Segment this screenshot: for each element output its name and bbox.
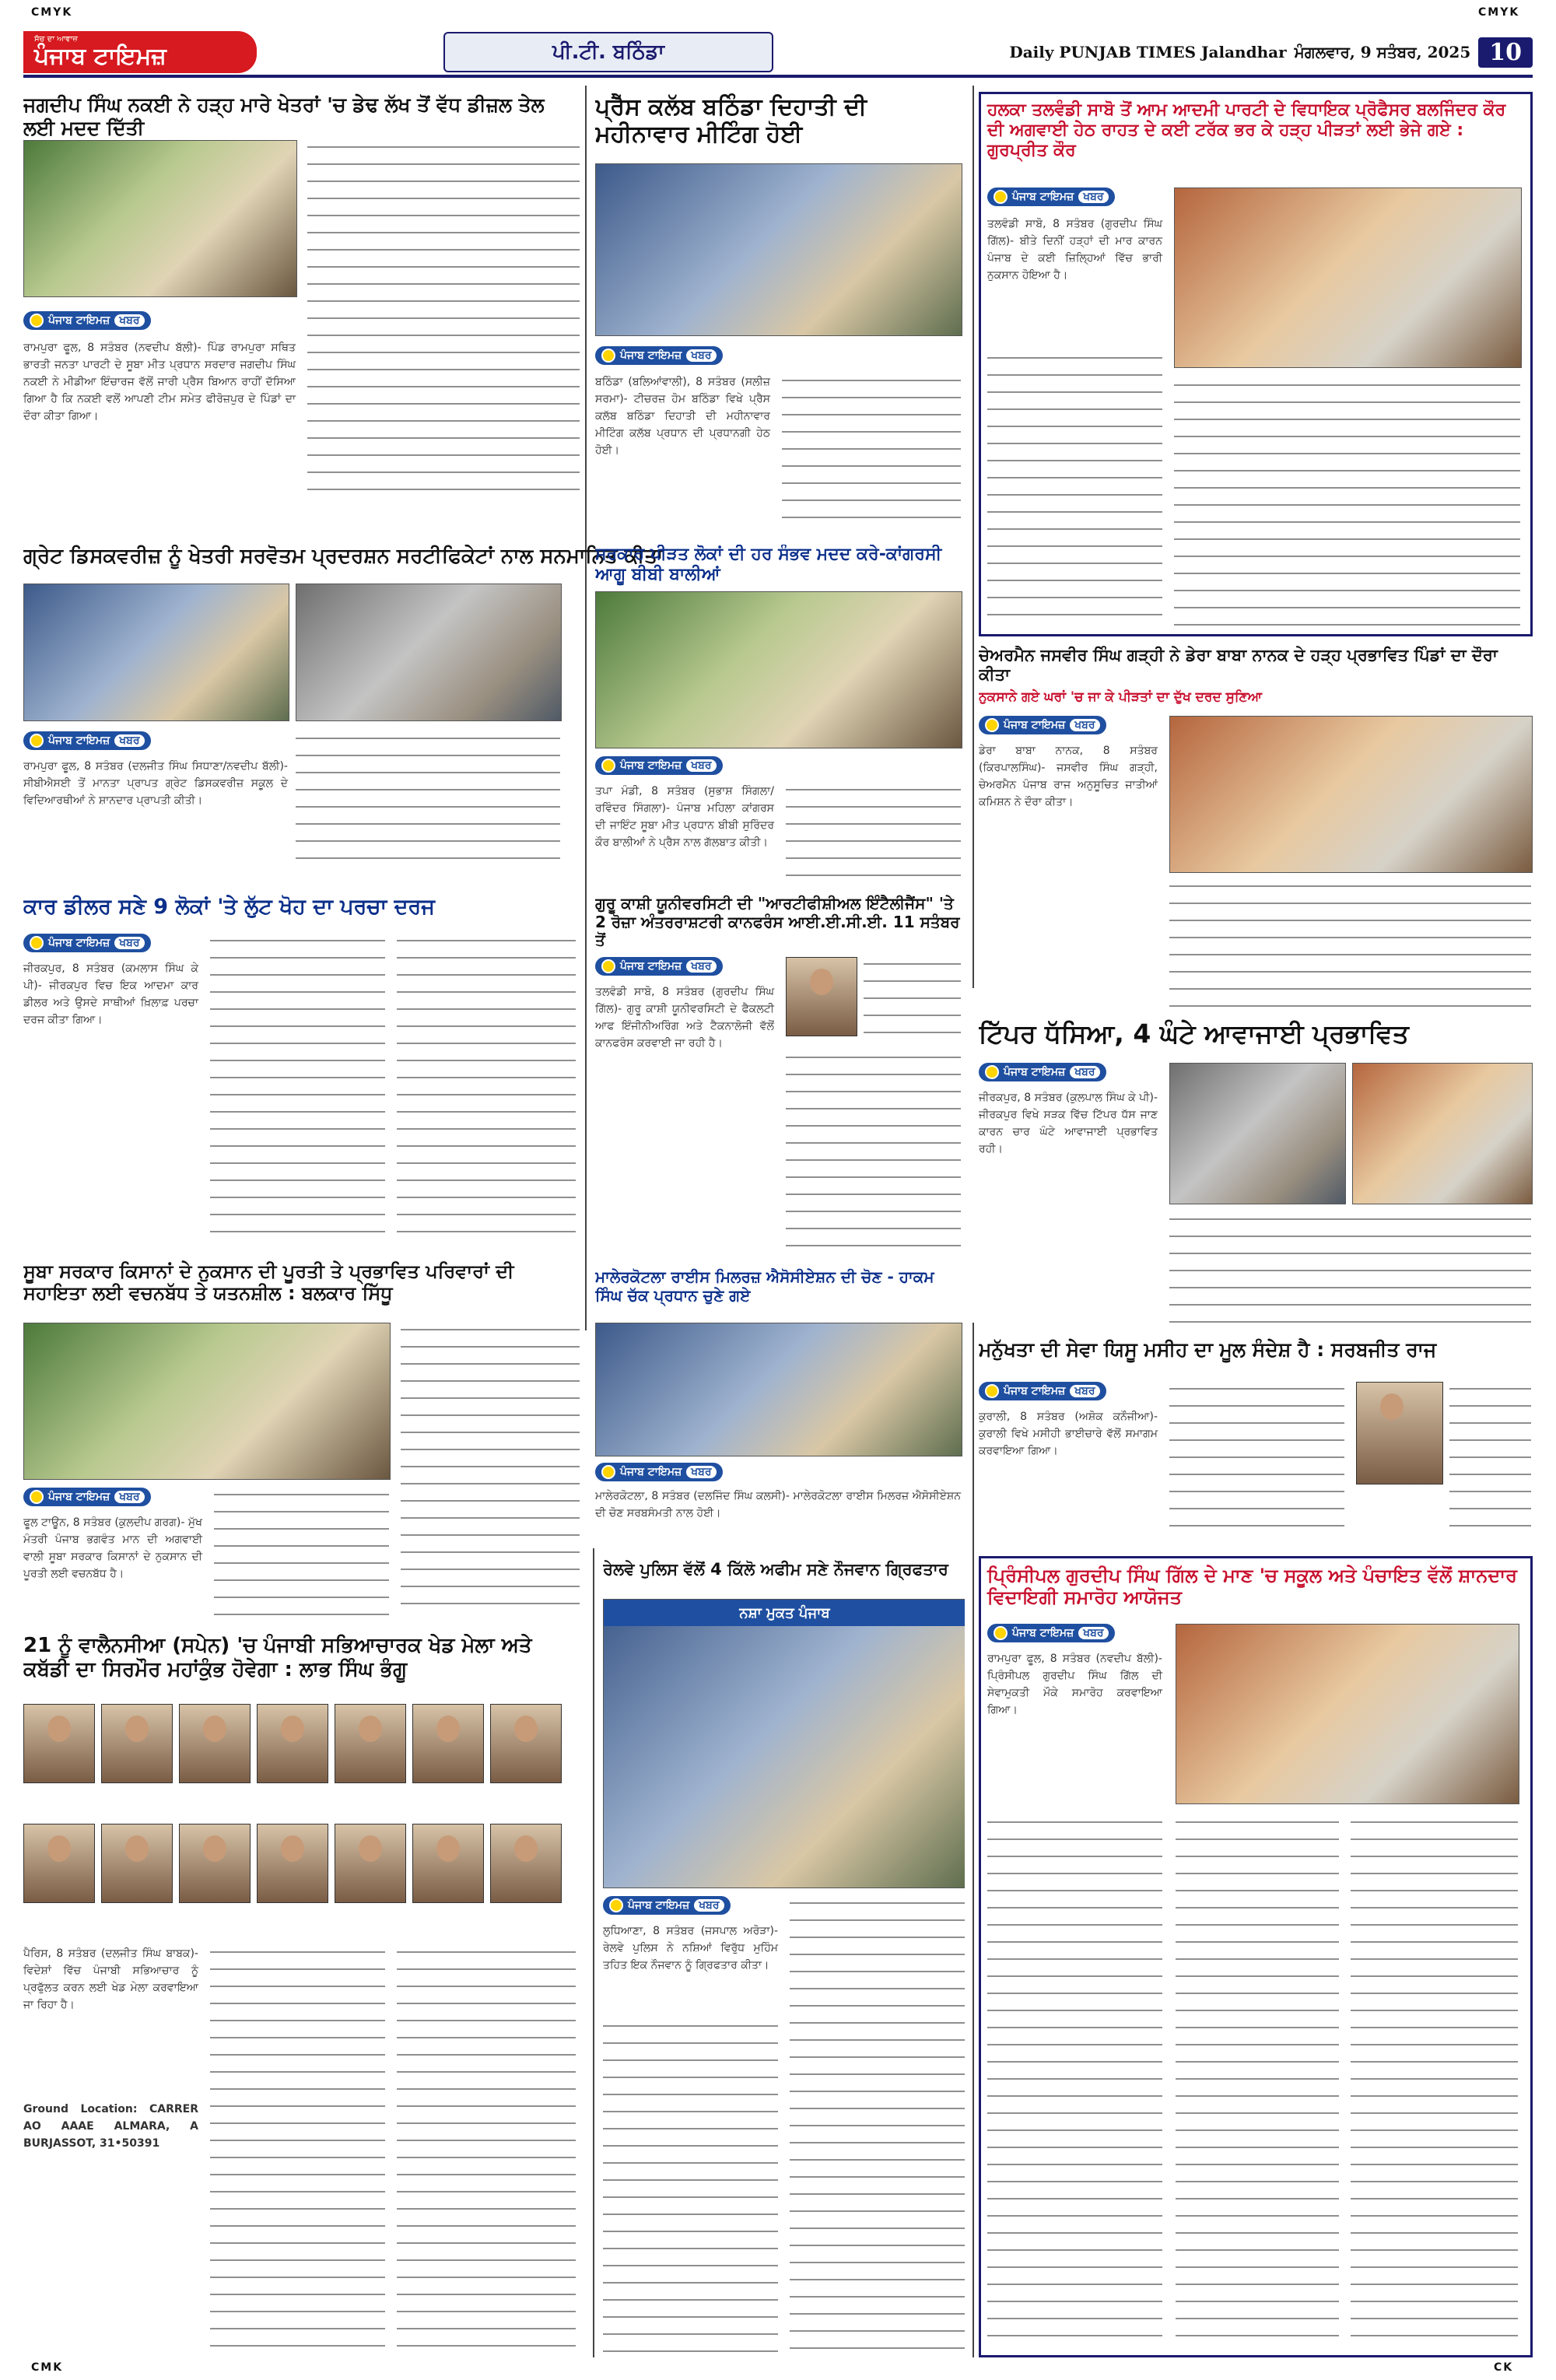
story-body: ਲੁਧਿਆਣਾ, 8 ਸਤੰਬਰ (ਜਸਪਾਲ ਅਰੋੜਾ)- ਰੇਲਵੇ ਪੁਲਿਸ ਨੇ ਨਸ਼ਿਆਂ ਵਿਰੁੱਧ ਮੁਹਿੰਮ ਤਹਿਤ ਇਕ ਨੌਜਵਾਨ ਨੂੰ ਗ੍ਰਿਫਤਾਰ ਕੀਤਾ।: [603, 1925, 778, 1972]
portrait-photo: [412, 1824, 484, 1903]
story-body: ਰਾਮਪੁਰਾ ਫੂਲ, 8 ਸਤੰਬਰ (ਨਵਦੀਪ ਬੱਲੀ)- ਪ੍ਰਿੰਸੀਪਲ ਗੁਰਦੀਪ ਸਿੰਘ ਗਿੱਲ ਦੀ ਸੇਵਾਮੁਕਤੀ ਮੌਕੇ ਸਮਾਰੋਹ ਕਰਵਾਇਆ ਗਿਆ।: [987, 1653, 1162, 1716]
byline-brand: ਪੰਜਾਬ ਟਾਇਮਜ਼: [48, 1491, 110, 1503]
portrait-photo: [23, 1704, 95, 1783]
byline-tag: ਖਬਰ: [1078, 1627, 1108, 1639]
byline: [23, 1488, 151, 1506]
byline-tag: ਖਬਰ: [686, 349, 716, 362]
story-body-continued: [790, 1896, 965, 2354]
story-body-continued: [1174, 378, 1520, 627]
story-body: ਰਾਮਪੁਰਾ ਫੂਲ, 8 ਸਤੰਬਰ (ਦਲਜੀਤ ਸਿੰਘ ਸਿਧਾਣਾ/ਨਵਦੀਪ ਬੱਲੀ)- ਸੀਬੀਐਸਈ ਤੋਂ ਮਾਨਤਾ ਪ੍ਰਾਪਤ ਗ੍ਰੇਟ ਡਿਸਕਵਰੀਜ਼ ਸਕੂਲ ਦੇ ਵਿਦਿਆਰਥੀਆਂ ਨੇ ਸ਼ਾਨਦਾਰ ਪ੍ਰਾਪਤੀ ਕੀਤੀ।: [23, 760, 288, 807]
byline-tag: ਖਬਰ: [1070, 719, 1099, 731]
subheadline: ਨੁਕਸਾਨੇ ਗਏ ਘਰਾਂ 'ਚ ਜਾ ਕੇ ਪੀੜਤਾਂ ਦਾ ਦੁੱਖ ਦਰਦ ਸੁਣਿਆ: [979, 689, 1262, 705]
byline: [595, 346, 723, 365]
brand-logo-icon: [985, 718, 999, 732]
byline: [595, 957, 723, 976]
portrait-grid: [23, 1704, 577, 1937]
header-info: [1009, 37, 1533, 68]
portrait-photo: [412, 1704, 484, 1783]
brand-logo-icon: [30, 936, 44, 950]
byline-tag: ਖਬਰ: [694, 1899, 724, 1912]
column-rule: [972, 86, 974, 988]
byline: [979, 716, 1106, 734]
brand-logo-icon: [601, 959, 615, 973]
registration-mark-bottom-right: CK: [1494, 2361, 1514, 2374]
story-body-continued: [397, 934, 576, 1237]
byline-tag: ਖਬਰ: [686, 1466, 716, 1478]
paper-name: Daily PUNJAB TIMES Jalandhar: [1009, 43, 1287, 61]
byline: [23, 731, 151, 750]
registration-mark-top-left: CMYK: [31, 6, 73, 19]
byline-tag: ਖਬਰ: [114, 314, 144, 327]
story-body-continued: [987, 1815, 1162, 2344]
photo: [23, 1323, 391, 1480]
story-chairman-visit: [979, 646, 1533, 1011]
photo: [1176, 1624, 1519, 1804]
byline-brand: ਪੰਜਾਬ ਟਾਇਮਜ਼: [1012, 1627, 1074, 1639]
story-body: ਰਾਮਪੁਰਾ ਫੂਲ, 8 ਸਤੰਬਰ (ਨਵਦੀਪ ਬੱਲੀ)- ਪਿੰਡ ਰਾਮਪੁਰਾ ਸਥਿਤ ਭਾਰਤੀ ਜਨਤਾ ਪਾਰਟੀ ਦੇ ਸੂਬਾ ਮੀਤ ਪ੍ਰਧਾਨ ਸਰਦਾਰ ਜਗਦੀਪ ਸਿੰਘ ਨਕਈ ਨੇ ਮੀਡੀਆ ਇੰਚਾਰਜ ਵੱਲੋਂ ਜਾਰੀ ਪ੍ਰੈਸ ਬਿਆਨ ਰਾਹੀਂ ਦੱਸਿਆ ਗਿਆ ਹੈ ਕਿ ਨਕਈ ਵਲੋਂ ਆਪਣੀ ਟੀਮ ਸਮੇਤ ਫੀਰੋਜ਼ਪੁਰ ਦੇ ਪਿੰਡਾਂ ਦਾ ਦੌਰਾ ਕੀਤਾ ਗਿਆ।: [23, 342, 296, 422]
portrait-photo: [257, 1824, 328, 1903]
byline: [979, 1063, 1106, 1081]
portrait-photo: [786, 957, 857, 1036]
byline: [595, 1463, 723, 1481]
headline: ਮਨੁੱਖਤਾ ਦੀ ਸੇਵਾ ਯਿਸੂ ਮਸੀਹ ਦਾ ਮੂਲ ਸੰਦੇਸ਼ ਹੈ : ਸਰਬਜੀਤ ਰਾਜ: [979, 1338, 1437, 1361]
brand-logo-icon: [994, 1626, 1008, 1640]
story-body: ਮਾਲੇਰਕੋਟਲਾ, 8 ਸਤੰਬਰ (ਦਲਜਿੰਦ ਸਿੰਘ ਕਲਸੀ)- ਮਾਲੇਰਕੋਟਲਾ ਰਾਈਸ ਮਿਲਰਜ਼ ਐਸੋਸੀਏਸ਼ਨ ਦੀ ਚੋਣ ਸਰਬਸੰਮਤੀ ਨਾਲ ਹੋਈ।: [595, 1490, 961, 1519]
story-body-continued: [214, 1488, 389, 1620]
portrait-photo: [257, 1704, 328, 1783]
story-body-continued: [864, 957, 961, 1043]
byline-brand: ਪੰਜਾਬ ਟਾਇਮਜ਼: [620, 960, 682, 973]
headline: ਰੇਲਵੇ ਪੁਲਿਸ ਵੱਲੋਂ 4 ਕਿੱਲੋ ਅਫੀਮ ਸਣੇ ਨੌਜਵਾਨ ਗ੍ਰਿਫਤਾਰ: [603, 1560, 948, 1579]
portrait-photo: [335, 1824, 406, 1903]
story-body-continued: [987, 351, 1162, 627]
brand-logo-icon: [601, 759, 615, 773]
story-body: ਜੀਰਕਪੁਰ, 8 ਸਤੰਬਰ (ਕੁਲਪਾਲ ਸਿੰਘ ਕੇ ਪੀ)- ਜੀਰਕਪੁਰ ਵਿਖੇ ਸੜਕ ਵਿੱਚ ਟਿੱਪਰ ਧੱਸ ਜਾਣ ਕਾਰਨ ਚਾਰ ਘੰਟੇ ਆਵਾਜਾਈ ਪ੍ਰਭਾਵਿਤ ਰਹੀ।: [979, 1092, 1158, 1155]
photo: [23, 584, 289, 721]
story-body-continued: [1169, 1382, 1344, 1541]
brand-logo-icon: [601, 1465, 615, 1479]
portrait-photo: [179, 1824, 251, 1903]
story-ai-conference: [595, 895, 965, 1260]
registration-mark-bottom-left: CMK: [31, 2361, 64, 2374]
story-railway-police: [603, 1560, 965, 2357]
portrait-photo: [1356, 1382, 1443, 1484]
portrait-photo: [101, 1824, 173, 1903]
story-body-continued: [307, 140, 580, 506]
story-body-continued: [1449, 1382, 1531, 1541]
byline-tag: ਖਬਰ: [686, 759, 716, 772]
masthead-tagline: ਸੱਚ ਦਾ ਆਵਾਜ਼: [34, 34, 78, 44]
byline-brand: ਪੰਜਾਬ ਟਾਇਮਜ਼: [1004, 1066, 1066, 1078]
story-body: ਤਪਾ ਮੰਡੀ, 8 ਸਤੰਬਰ (ਸੁਭਾਸ਼ ਸਿੰਗਲਾ/ਰਵਿੰਦਰ ਸਿੰਗਲਾ)- ਪੰਜਾਬ ਮਹਿਲਾ ਕਾਂਗਰਸ ਦੀ ਜਾਇੰਟ ਸੂਬਾ ਮੀਤ ਪ੍ਰਧਾਨ ਬੀਬੀ ਸੁਰਿੰਦਰ ਕੌਰ ਬਾਲੀਆਂ ਨੇ ਪ੍ਰੈਸ ਨਾਲ ਗੱਲਬਾਤ ਕੀਤੀ।: [595, 785, 774, 849]
byline-tag: ਖਬਰ: [686, 960, 716, 973]
byline-tag: ਖਬਰ: [114, 1491, 144, 1503]
byline-tag: ਖਬਰ: [1070, 1385, 1099, 1397]
story-car-dealer: [23, 895, 580, 1245]
photo: [603, 1599, 965, 1888]
photo: [296, 584, 562, 721]
headline: ਸਰਕਾਰ ਪੀੜਤ ਲੋਕਾਂ ਦੀ ਹਰ ਸੰਭਵ ਮਦਦ ਕਰੇ-ਕਾਂਗਰਸੀ ਆਗੂ ਬੀਬੀ ਬਾਲੀਆਂ: [595, 545, 942, 584]
story-body-continued: [1169, 879, 1531, 1008]
headline: ਮਾਲੇਰਕੋਟਲਾ ਰਾਈਸ ਮਿਲਰਜ਼ ਐਸੋਸੀਏਸ਼ਨ ਦੀ ਚੋਣ - ਹਾਕਮ ਸਿੰਘ ਚੱਕ ਪ੍ਰਧਾਨ ਚੁਣੇ ਗਏ: [595, 1268, 934, 1305]
brand-logo-icon: [601, 349, 615, 363]
story-body-continued: [1351, 1815, 1518, 2344]
byline-brand: ਪੰਜਾਬ ਟਾਇਮਜ਼: [620, 759, 682, 772]
brand-logo-icon: [30, 314, 44, 328]
page-number: 10: [1478, 37, 1533, 68]
byline-brand: ਪੰਜਾਬ ਟਾਇਮਜ਼: [48, 734, 110, 747]
story-body-continued: [296, 731, 560, 864]
page-header: [23, 30, 1533, 78]
portrait-photo: [490, 1704, 562, 1783]
story-body-continued: [397, 1945, 576, 2350]
story-body-continued: [210, 1945, 385, 2350]
story-press-club: [595, 93, 965, 529]
story-body-continued: [782, 373, 961, 521]
story-body-continued: [603, 2019, 778, 2354]
story-body: ਡੇਰਾ ਬਾਬਾ ਨਾਨਕ, 8 ਸਤੰਬਰ (ਕਿਰਪਾਲਸਿੰਘ)- ਜਸਵੀਰ ਸਿੰਘ ਗੜ੍ਹੀ, ਚੇਅਰਮੈਨ ਪੰਜਾਬ ਰਾਜ ਅਨੁਸੂਚਿਤ ਜਾਤੀਆਂ ਕਮਿਸ਼ਨ ਨੇ ਦੌਰਾ ਕੀਤਾ।: [979, 745, 1158, 808]
story-body-continued: [1169, 1212, 1531, 1325]
byline-brand: ਪੰਜਾਬ ਟਾਇਮਜ਼: [48, 314, 110, 327]
byline-brand: ਪੰਜਾਬ ਟਾਇਮਜ਼: [620, 1466, 682, 1478]
headline: ਟਿੱਪਰ ਧੱਸਿਆ, 4 ਘੰਟੇ ਆਵਾਜਾਈ ਪ੍ਰਭਾਵਿਤ: [979, 1019, 1409, 1049]
story-diesel-aid: [23, 93, 580, 514]
story-body-continued: [786, 1050, 961, 1257]
story-body: ਤਲਵੰਡੀ ਸਾਬੋ, 8 ਸਤੰਬਰ (ਗੁਰਦੀਪ ਸਿੰਘ ਗਿੱਲ)- ਗੁਰੂ ਕਾਸ਼ੀ ਯੂਨੀਵਰਸਿਟੀ ਦੇ ਫੈਕਲਟੀ ਆਫ ਇੰਜੀਨੀਅਰਿੰਗ ਅਤੇ ਟੈਕਨਾਲੋਜੀ ਵੱਲੋਂ ਕਾਨਫਰੰਸ ਕਰਵਾਈ ਜਾ ਰਹੀ ਹੈ।: [595, 986, 774, 1050]
byline: [23, 934, 151, 952]
column-rule: [972, 1323, 974, 2357]
headline: ਕਾਰ ਡੀਲਰ ਸਣੇ 9 ਲੋਕਾਂ 'ਤੇ ਲੁੱਟ ਖੋਹ ਦਾ ਪਰਚਾ ਦਰਜ: [23, 895, 435, 919]
headline: 21 ਨੂੰ ਵਾਲੈਨਸੀਆ (ਸਪੇਨ) 'ਚ ਪੰਜਾਬੀ ਸਭਿਆਚਾਰਕ ਖੇਡ ਮੇਲਾ ਅਤੇ ਕਬੱਡੀ ਦਾ ਸਿਰਮੌਰ ਮਹਾਂਕੁੰਭ ਹੋਵੇਗਾ : ਲਾਭ ਸਿੰਘ ਭੰਗੂ: [23, 1634, 532, 1681]
byline-brand: ਪੰਜਾਬ ਟਾਇਮਜ਼: [1012, 191, 1074, 203]
headline: ਗ੍ਰੇਟ ਡਿਸਕਵਰੀਜ਼ ਨੂੰ ਖੇਤਰੀ ਸਰਵੋਤਮ ਪ੍ਰਦਰਸ਼ਨ ਸਰਟੀਫਿਕੇਟਾਂ ਨਾਲ ਸਨਮਾਨਿਤ ਕੀਤਾ: [23, 545, 664, 568]
portrait-photo: [335, 1704, 406, 1783]
issue-date: ਮੰਗਲਵਾਰ, 9 ਸਤੰਬਰ, 2025: [1294, 43, 1471, 61]
column-rule: [593, 1548, 594, 2357]
photo: [23, 140, 297, 297]
story-tipper: [979, 1019, 1533, 1330]
byline: [595, 756, 723, 775]
story-body-continued: [210, 934, 385, 1237]
story-body: ਕੁਰਾਲੀ, 8 ਸਤੰਬਰ (ਅਸ਼ੋਕ ਕਨੌਜੀਆ)- ਕੁਰਾਲੀ ਵਿਖੇ ਮਸੀਹੀ ਭਾਈਚਾਰੇ ਵੱਲੋਂ ਸਮਾਗਮ ਕਰਵਾਇਆ ਗਿਆ।: [979, 1411, 1158, 1457]
byline: [603, 1896, 731, 1915]
story-body-continued: [401, 1323, 580, 1620]
photo: [1352, 1063, 1533, 1204]
headline: ਚੇਅਰਮੈਨ ਜਸਵੀਰ ਸਿੰਘ ਗੜ੍ਹੀ ਨੇ ਡੇਰਾ ਬਾਬਾ ਨਾਨਕ ਦੇ ਹੜ੍ਹ ਪ੍ਰਭਾਵਿਤ ਪਿੰਡਾਂ ਦਾ ਦੌਰਾ ਕੀਤਾ: [979, 646, 1498, 684]
registration-mark-top-right: CMYK: [1478, 6, 1520, 19]
story-balkar-sidhu: [23, 1260, 580, 1626]
byline: [987, 188, 1115, 206]
ground-location: Ground Location: CARRER AO AAAE ALMARA, A BURJASSOT, 31•50391: [23, 2103, 198, 2150]
byline-tag: ਖਬਰ: [114, 734, 144, 747]
headline: ਸੂਬਾ ਸਰਕਾਰ ਕਿਸਾਨਾਂ ਦੇ ਨੁਕਸਾਨ ਦੀ ਪੂਰਤੀ ਤੇ ਪ੍ਰਭਾਵਿਤ ਪਰਿਵਾਰਾਂ ਦੀ ਸਹਾਇਤਾ ਲਈ ਵਚਨਬੱਧ ਤੇ ਯਤਨਸ਼ੀਲ : ਬਲਕਾਰ ਸਿੱਧੂ: [23, 1260, 514, 1305]
story-principal-farewell: [979, 1556, 1533, 2357]
headline: ਪ੍ਰੈੱਸ ਕਲੱਬ ਬਠਿੰਡਾ ਦਿਹਾਤੀ ਦੀ ਮਹੀਨਾਵਾਰ ਮੀਟਿੰਗ ਹੋਈ: [595, 93, 867, 149]
photo: [1174, 188, 1522, 368]
story-rice-millers: [595, 1268, 965, 1541]
brand-logo-icon: [985, 1065, 999, 1079]
headline: ਜਗਦੀਪ ਸਿੰਘ ਨਕਈ ਨੇ ਹੜ੍ਹ ਮਾਰੇ ਖੇਤਰਾਂ 'ਚ ਡੇਢ ਲੱਖ ਤੋਂ ਵੱਧ ਡੀਜ਼ਲ ਤੇਲ ਲਈ ਮਦਦ ਦਿੱਤੀ: [23, 93, 545, 139]
brand-logo-icon: [30, 1490, 44, 1504]
portrait-photo: [490, 1824, 562, 1903]
byline-tag: ਖਬਰ: [1078, 191, 1108, 203]
byline-tag: ਖਬਰ: [114, 937, 144, 949]
story-valencia-kabaddi: [23, 1634, 580, 2357]
byline-brand: ਪੰਜਾਬ ਟਾਇਮਜ਼: [48, 937, 110, 949]
masthead-title: ਪੰਜਾਬ ਟਾਇਮਜ਼: [34, 42, 166, 70]
brand-logo-icon: [30, 734, 44, 748]
headline: ਹਲਕਾ ਤਲਵੰਡੀ ਸਾਬੋ ਤੋਂ ਆਮ ਆਦਮੀ ਪਾਰਟੀ ਦੇ ਵਿਧਾਇਕ ਪ੍ਰੋਫੈਸਰ ਬਲਜਿੰਦਰ ਕੌਰ ਦੀ ਅਗਵਾਈ ਹੇਠ ਰਾਹਤ ਦੇ ਕਈ ਟਰੱਕ ਭਰ ਕੇ ਹੜ੍ਹ ਪੀੜਤਾਂ ਲਈ ਭੇਜੇ ਗਏ : ਗੁਰਪ੍ਰੀਤ ਕੌਰ: [987, 100, 1506, 160]
photo-banner: ਨਸ਼ਾ ਮੁਕਤ ਪੰਜਾਬ: [604, 1600, 965, 1626]
portrait-photo: [101, 1704, 173, 1783]
portrait-photo: [179, 1704, 251, 1783]
section-title: ਪੀ.ਟੀ. ਬਠਿੰਡਾ: [443, 32, 773, 72]
story-body: ਬਠਿੰਡਾ (ਬਲਿਆਂਵਾਲੀ), 8 ਸਤੰਬਰ (ਸਲੀਜ਼ ਸਰਮਾ)- ਟੀਚਰਜ਼ ਹੋਮ ਬਠਿੰਡਾ ਵਿਖੇ ਪ੍ਰੈਸ ਕਲੱਬ ਬਠਿੰਡਾ ਦਿਹਾਤੀ ਦੀ ਮਹੀਨਾਵਾਰ ਮੀਟਿੰਗ ਕਲੱਬ ਪ੍ਰਧਾਨ ਦੀ ਪ੍ਰਧਾਨਗੀ ਹੇਠ ਹੋਈ।: [595, 376, 770, 457]
brand-logo-icon: [994, 190, 1008, 204]
headline: ਪ੍ਰਿੰਸੀਪਲ ਗੁਰਦੀਪ ਸਿੰਘ ਗਿੱਲ ਦੇ ਮਾਣ 'ਚ ਸਕੂਲ ਅਤੇ ਪੰਚਾਇਤ ਵੱਲੋਂ ਸ਼ਾਨਦਾਰ ਵਿਦਾਇਗੀ ਸਮਾਰੋਹ ਆਯੋਜਤ: [987, 1565, 1518, 1609]
byline-brand: ਪੰਜਾਬ ਟਾਇਮਜ਼: [628, 1899, 690, 1912]
story-body: ਪੈਰਿਸ, 8 ਸਤੰਬਰ (ਦਲਜੀਤ ਸਿੰਘ ਬਾਬਕ)- ਵਿਦੇਸ਼ਾਂ ਵਿੱਚ ਪੰਜਾਬੀ ਸਭਿਆਚਾਰ ਨੂੰ ਪ੍ਰਫੁੱਲਤ ਕਰਨ ਲਈ ਖੇਡ ਮੇਲਾ ਕਰਵਾਇਆ ਜਾ ਰਿਹਾ ਹੈ।: [23, 1947, 198, 2011]
story-body: ਜੀਰਕਪੁਰ, 8 ਸਤੰਬਰ (ਕਮਲਾਸ ਸਿੰਘ ਕੇ ਪੀ)- ਜੀਰਕਪੁਰ ਵਿਚ ਇਕ ਆਦਮਾ ਕਾਰ ਡੀਲਰ ਅਤੇ ਉਸਦੇ ਸਾਥੀਆਂ ਖ਼ਿਲਾਫ਼ ਪਰਚਾ ਦਰਜ ਕੀਤਾ ਗਿਆ।: [23, 962, 198, 1026]
byline-brand: ਪੰਜਾਬ ਟਾਇਮਜ਼: [1004, 1385, 1066, 1397]
byline-brand: ਪੰਜਾਬ ਟਾਇਮਜ਼: [620, 349, 682, 362]
brand-logo-icon: [985, 1384, 999, 1398]
story-body-continued: [786, 783, 961, 876]
story-sarbjit-raj: [979, 1338, 1533, 1548]
masthead: [23, 31, 257, 73]
story-body: ਫੂਲ ਟਾਊਨ, 8 ਸਤੰਬਰ (ਕੁਲਦੀਪ ਗਰਗ)- ਮੁੱਖ ਮੰਤਰੀ ਪੰਜਾਬ ਭਗਵੰਤ ਮਾਨ ਦੀ ਅਗਵਾਈ ਵਾਲੀ ਸੂਬਾ ਸਰਕਾਰ ਕਿਸਾਨਾਂ ਦੇ ਨੁਕਸਾਨ ਦੀ ਪੂਰਤੀ ਲਈ ਵਚਨਬੱਧ ਹੈ।: [23, 1516, 202, 1580]
byline-brand: ਪੰਜਾਬ ਟਾਇਮਜ਼: [1004, 719, 1066, 731]
headline: ਗੁਰੂ ਕਾਸ਼ੀ ਯੂਨੀਵਰਸਿਟੀ ਦੀ "ਆਰਟੀਫੀਸ਼ੀਅਲ ਇੰਟੈਲੀਜੈਂਸ" 'ਤੇ 2 ਰੋਜ਼ਾ ਅੰਤਰਰਾਸ਼ਟਰੀ ਕਾਨਫਰੰਸ ਆਈ.ਈ.ਸੀ.ਈ. 11 ਸਤੰਬਰ ਤੋਂ: [595, 895, 960, 950]
group-photo: [595, 591, 962, 748]
photo: [1169, 1063, 1346, 1204]
byline: [23, 311, 151, 330]
story-relief-trucks: [979, 92, 1533, 636]
story-body-continued: [1176, 1815, 1339, 2344]
byline-tag: ਖਬਰ: [1070, 1066, 1099, 1078]
byline: [987, 1624, 1115, 1642]
brand-logo-icon: [609, 1898, 623, 1912]
story-body: ਤਲਵੰਡੀ ਸਾਬੋ, 8 ਸਤੰਬਰ (ਗੁਰਦੀਪ ਸਿੰਘ ਗਿੱਲ)- ਬੀਤੇ ਦਿਨੀਂ ਹੜ੍ਹਾਂ ਦੀ ਮਾਰ ਕਾਰਨ ਪੰਜਾਬ ਦੇ ਕਈ ਜ਼ਿਲ੍ਹਿਆਂ ਵਿੱਚ ਭਾਰੀ ਨੁਕਸਾਨ ਹੋਇਆ ਹੈ।: [987, 218, 1162, 282]
story-congress-leader: [595, 545, 965, 879]
byline: [979, 1382, 1106, 1400]
portrait-photo: [23, 1824, 95, 1903]
photo: [1169, 716, 1533, 873]
group-photo: [595, 1323, 962, 1456]
group-photo: [595, 163, 962, 336]
